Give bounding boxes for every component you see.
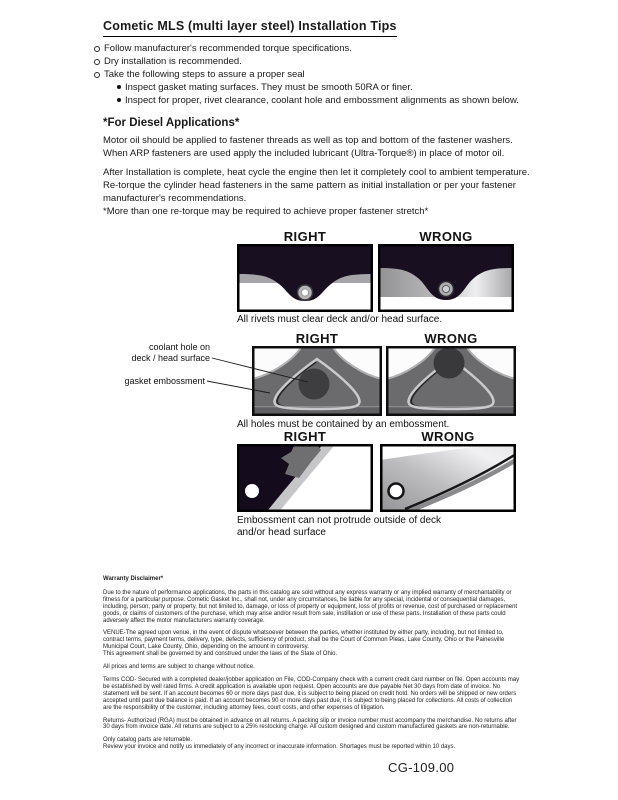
coolant-hole: [434, 348, 465, 379]
review-invoice-line: Review your invoice and notify us immediately of any incorrect or inaccurate information. Shortages must be reported within 10 days.: [103, 744, 456, 751]
tip-item: [94, 68, 519, 81]
embossment-right-diagram: [237, 444, 373, 512]
row2-right-label: RIGHT: [295, 331, 339, 346]
coolant-wrong-diagram: [386, 346, 516, 416]
tip-subitem: [117, 94, 519, 107]
row1-caption: All rivets must clear deck and/or head surface.: [237, 314, 443, 325]
diesel-heading: *For Diesel Applications*: [103, 117, 240, 129]
returns-paragraph: Returns- Authorized (RGA) must be obtained in advance on all returns. A packing slip or invoice number must accompany the merchandise. No returns after 30 days from invoice date. All returns are subject to a 25% restocking charge. All custom designed and custom manufactured gaskets are non-returnable.: [103, 717, 517, 731]
tip-text: Take the following steps to assure a proper seal: [104, 69, 305, 80]
bolt-hole: [389, 484, 404, 499]
open-bullet-icon: [94, 59, 100, 65]
tip-item: [94, 42, 519, 55]
warranty-disclaimer: [103, 576, 521, 751]
tip-text: Inspect for proper, rivet clearance, coolant hole and embossment alignments as shown below.: [125, 95, 519, 106]
row3-wrong-label: WRONG: [421, 429, 475, 444]
rivet-right-diagram: [237, 244, 373, 312]
venue-paragraph: VENUE-The agreed upon venue, in the event of dispute whatsoever between the parties, whether instituted by either party, including, but not limited to, contract terms, payment terms, delivery, type, defects, sufficiency of product, shall be the Court of Common Pleas, Lake County, Ohio or the Painesville Municipal Court, Lake County, Ohio, depending on the amount in controversy.: [103, 630, 505, 651]
coolant-right-diagram: [252, 346, 382, 416]
diesel-paragraph: After Installation is complete, heat cycle the engine then let it completely cool to ambient temperature. Re-torque the cylinder head fasteners in the same pattern as initial installation or per your fastener manufacturer's recommendations.: [103, 167, 530, 204]
tip-item: [94, 55, 519, 68]
installation-tips-list: [94, 42, 519, 107]
warranty-heading: Warranty Disclaimer*: [103, 576, 164, 582]
catalog-parts-line: Only catalog parts are returnable.: [103, 737, 193, 744]
row2-wrong-label: WRONG: [424, 331, 478, 346]
open-bullet-icon: [94, 72, 100, 78]
open-bullet-icon: [94, 46, 100, 52]
diesel-paragraph: Motor oil should be applied to fastener threads as well as top and bottom of the fastener washers. When ARP fasteners are used apply the included lubricant (Ultra-Torque®) in place of motor oil.: [103, 135, 513, 159]
terms-cod-paragraph: Terms COD- Secured with a completed dealer/jobber application on File, COD-Company check with a current credit card number on file. Open accounts may be established by well rated firms. A credit application is available upon request. Open accounts are due payable Net 30 days from date of invoice. No statement will be sent. If an account becomes 60 or more days past due, it is subject to being placed on credit hold. No orders will be shipped or new orders accepted until past due balance is paid. If an account becomes 90 or more days past due, it is subject to being placed for collections. All costs of collection are the responsibility of the customer, including attorney fees, court costs, and other expenses of litigation.: [103, 676, 520, 711]
governing-law-line: This agreement shall be governed by and construed under the laws of the State of Ohio.: [103, 651, 338, 658]
tip-text: Dry installation is recommended.: [104, 56, 242, 67]
rivet-wrong-diagram: [378, 244, 514, 312]
row1-wrong-label: WRONG: [419, 229, 473, 244]
row1-right-label: RIGHT: [283, 229, 327, 244]
row3-caption: Embossment can not protrude outside of deck and/or head surface: [237, 515, 442, 538]
retorque-note: *More than one re-torque may be required to achieve proper fastener stretch*: [103, 206, 429, 217]
tip-subitem: [117, 81, 519, 94]
row2-caption: All holes must be contained by an embossment.: [237, 419, 450, 430]
prices-terms-line: All prices and terms are subject to change without notice.: [103, 664, 255, 671]
warranty-paragraph: Due to the nature of performance applications, the parts in this catalog are sold without any express warranty or any implied warranty of merchantability or fitness for a particular purpose. Cometic Gasket Inc., shall not, under any circumstances, be liable for any special, incidental or consequential damages, including, person, party or property, but not limited to, damage, or loss of property or equipment, loss of profits or revenue, cost of purchased or replacement goods, or claims of customers of the purchase, which may arise and/or result from sale, instillation or use of these parts. Installation of these parts could adversely affect the motor manufacturers warranty coverage.: [103, 589, 518, 624]
row3-right-label: RIGHT: [283, 429, 327, 444]
page-number: CG-109.00: [388, 760, 455, 775]
tip-text: Inspect gasket mating surfaces. They must be smooth 50RA or finer.: [125, 82, 413, 93]
page-title: Cometic MLS (multi layer steel) Installation Tips: [103, 19, 397, 37]
bolt-hole: [245, 484, 259, 498]
tip-text: Follow manufacturer's recommended torque specifications.: [104, 43, 352, 54]
filled-bullet-icon: [117, 98, 121, 102]
embossment-wrong-diagram: [380, 444, 516, 512]
coolant-hole-label: coolant hole on deck / head surface: [131, 342, 210, 363]
coolant-hole: [299, 369, 330, 400]
gasket-embossment-label: gasket embossment: [124, 376, 205, 386]
filled-bullet-icon: [117, 85, 121, 89]
